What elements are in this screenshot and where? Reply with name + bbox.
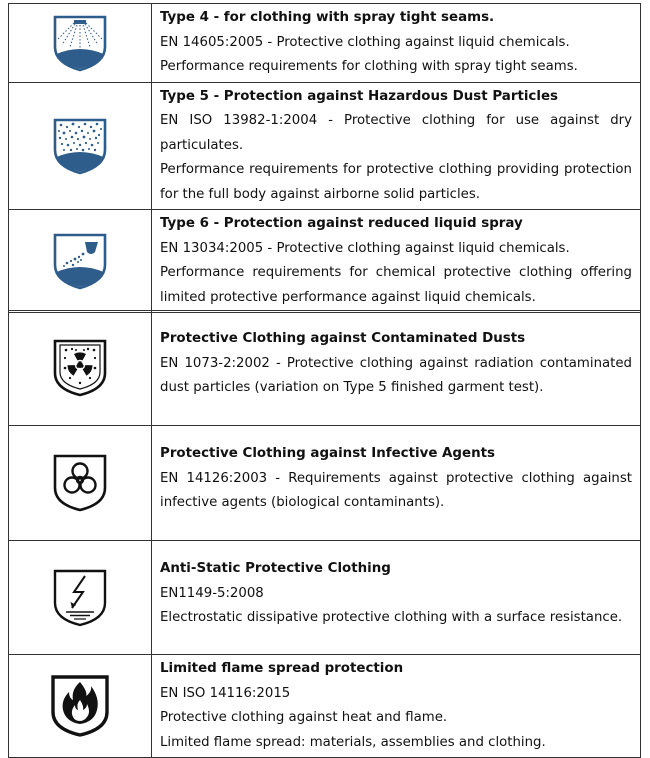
standard-line: EN 14126:2003 - Requirements against protective clothing against infective agents (biological contaminants). bbox=[160, 470, 632, 510]
standard-line: EN 14605:2005 - Protective clothing against liquid chemicals. bbox=[160, 34, 570, 50]
description-line: Limited flame spread: materials, assemblies and clothing. bbox=[160, 734, 546, 750]
icon-cell bbox=[9, 82, 152, 210]
chemical-types-table bbox=[8, 3, 641, 313]
description-cell bbox=[152, 655, 641, 758]
icon-cell bbox=[9, 426, 152, 541]
description-line: Performance requirements for clothing with spray tight seams. bbox=[160, 59, 578, 74]
standard-line: EN ISO 14116:2015 bbox=[160, 685, 291, 701]
description-line: Protective clothing against heat and flame. bbox=[160, 710, 448, 725]
protection-heading: Limited flame spread protection bbox=[160, 661, 404, 676]
description-cell bbox=[152, 4, 641, 83]
special-protection-table bbox=[8, 310, 641, 758]
icon-cell bbox=[9, 655, 152, 758]
description-line: Performance requirements for chemical protective clothing offering limited protective performance against liquid chemicals. bbox=[160, 265, 632, 305]
shield-reduced-spray-icon bbox=[52, 232, 108, 290]
icon-cell bbox=[9, 4, 152, 83]
table-row bbox=[9, 426, 641, 541]
table-row bbox=[9, 541, 641, 655]
shield-antistatic-icon bbox=[52, 568, 108, 628]
protection-heading: Protective Clothing against Contaminated Dusts bbox=[160, 331, 526, 346]
icon-cell bbox=[9, 311, 152, 426]
description-cell bbox=[152, 426, 641, 541]
type-heading: Type 4 - for clothing with spray tight seams. bbox=[160, 10, 495, 25]
description-line: Performance requirements for protective clothing providing protection for the full body against airborne solid particles. bbox=[160, 162, 632, 202]
protection-heading: Anti-Static Protective Clothing bbox=[160, 561, 391, 576]
shield-dust-particles-icon bbox=[52, 117, 108, 175]
table-row bbox=[9, 311, 641, 426]
shield-biohazard-icon bbox=[52, 453, 108, 513]
type-heading: Type 6 - Protection against reduced liquid spray bbox=[160, 216, 523, 231]
standard-line: EN ISO 13982-1:2004 - Protective clothing for use against dry particulates. bbox=[160, 113, 632, 153]
description-cell bbox=[152, 82, 641, 210]
shield-flame-icon bbox=[50, 674, 110, 738]
protection-heading: Protective Clothing against Infective Agents bbox=[160, 446, 495, 461]
icon-cell bbox=[9, 541, 152, 655]
table-row bbox=[9, 210, 641, 313]
description-cell bbox=[152, 210, 641, 313]
icon-cell bbox=[9, 210, 152, 313]
table-row bbox=[9, 4, 641, 83]
shield-radiation-dust-icon bbox=[52, 338, 108, 398]
shield-spray-icon bbox=[52, 14, 108, 72]
standard-line: EN 1073-2:2002 - Protective clothing against radiation contaminated dust particles (variation on Type 5 finished garment test). bbox=[160, 355, 632, 395]
description-cell bbox=[152, 311, 641, 426]
type-heading: Type 5 - Protection against Hazardous Dust Particles bbox=[160, 88, 559, 104]
standard-line: EN1149-5:2008 bbox=[160, 585, 264, 601]
description-line: Electrostatic dissipative protective clothing with a surface resistance. bbox=[160, 610, 623, 625]
table-row bbox=[9, 82, 641, 210]
description-cell bbox=[152, 541, 641, 655]
standard-line: EN 13034:2005 - Protective clothing against liquid chemicals. bbox=[160, 240, 570, 256]
table-row bbox=[9, 655, 641, 758]
